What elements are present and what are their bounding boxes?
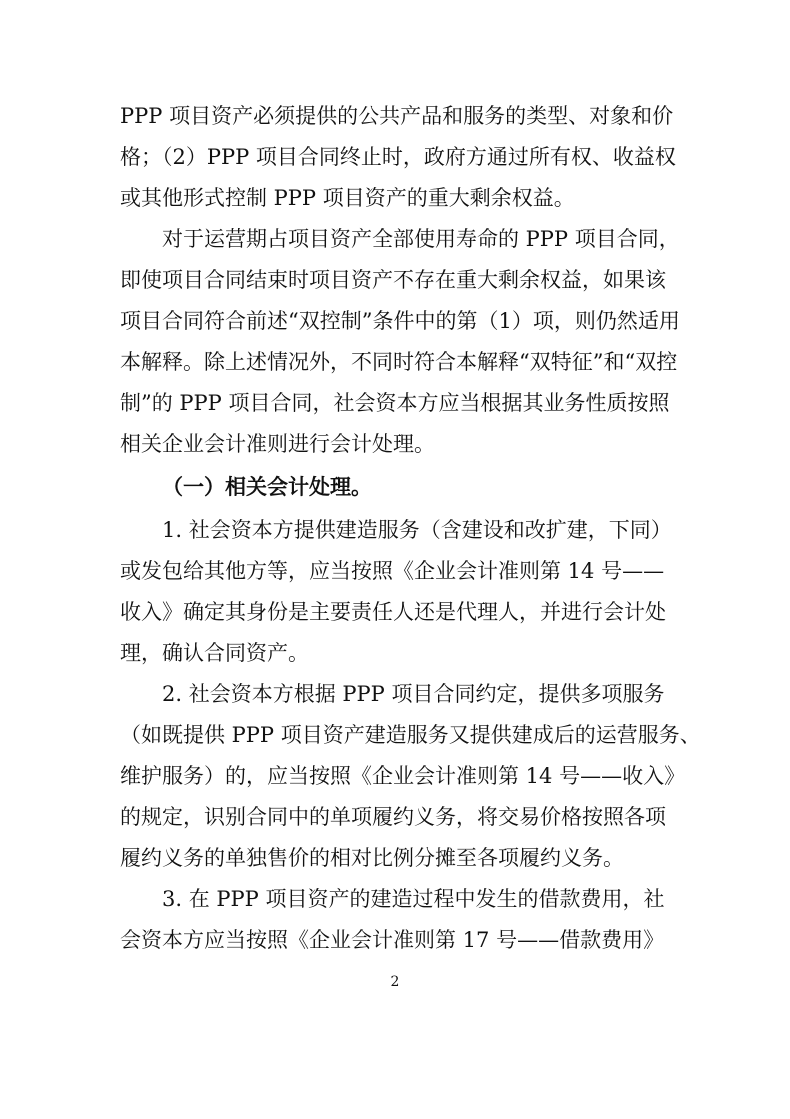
text-line: 制”的 PPP 项目合同，社会资本方应当根据其业务性质按照	[120, 391, 670, 415]
text-line: 对于运营期占项目资产全部使用寿命的 PPP 项目合同，	[162, 227, 680, 251]
text-line: 理，确认合同资产。	[120, 641, 309, 665]
section-heading: （一）相关会计处理。	[162, 474, 372, 499]
text-line: 即使项目合同结束时项目资产不存在重大剩余权益，如果该	[120, 268, 666, 292]
text-line: 3. 在 PPP 项目资产的建造过程中发生的借款费用，社	[162, 887, 665, 911]
text-line: 格；（2）PPP 项目合同终止时，政府方通过所有权、收益权	[120, 145, 676, 169]
text-line: PPP 项目资产必须提供的公共产品和服务的类型、对象和价	[120, 104, 674, 128]
text-line: 相关企业会计准则进行会计处理。	[120, 432, 435, 456]
text-line: 1. 社会资本方提供建造服务（含建设和改扩建，下同）	[162, 518, 672, 542]
text-line: 项目合同符合前述“双控制”条件中的第（1）项，则仍然适用	[120, 309, 680, 333]
text-line: 2. 社会资本方根据 PPP 项目合同约定，提供多项服务	[162, 682, 665, 706]
text-line: 收入》确定其身份是主要责任人还是代理人，并进行会计处	[120, 600, 666, 624]
text-line: 维护服务）的，应当按照《企业会计准则第 14 号——收入》	[120, 764, 686, 788]
text-line: 的规定，识别合同中的单项履约义务，将交易价格按照各项	[120, 805, 666, 829]
text-line: 履约义务的单独售价的相对比例分摊至各项履约义务。	[120, 846, 624, 870]
text-line: （如既提供 PPP 项目资产建造服务又提供建成后的运营服务、	[120, 723, 701, 747]
text-line: 或发包给其他方等，应当按照《企业会计准则第 14 号——	[120, 559, 665, 583]
text-line: 会资本方应当按照《企业会计准则第 17 号——借款费用》	[120, 928, 665, 952]
page-number: 2	[390, 974, 400, 990]
text-line: 或其他形式控制 PPP 项目资产的重大剩余权益。	[120, 186, 575, 210]
text-line: 本解释。除上述情况外，不同时符合本解释“双特征”和“双控	[120, 350, 678, 374]
